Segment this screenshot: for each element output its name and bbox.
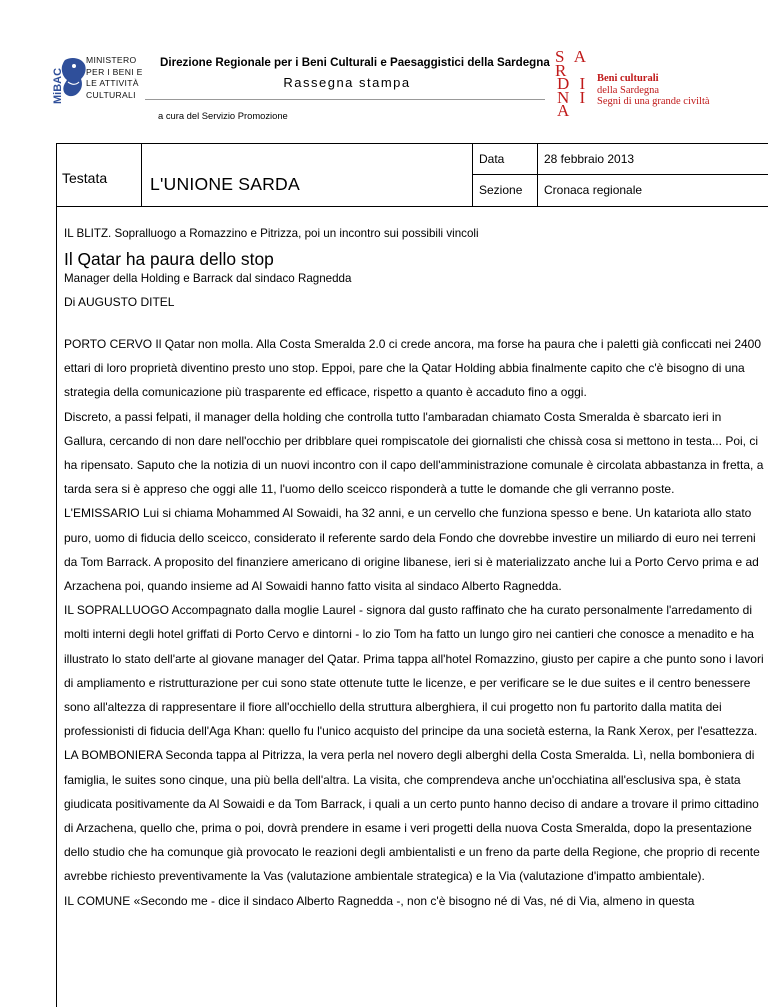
article-paragraph: L'EMISSARIO Lui si chiama Mohammed Al Sowaidi, ha 32 anni, e un cervello che funziona spesso e bene. Un katariota allo stato puro, uomo di fiducia dello sceicco, considerato il referente sardo dela Fondo che dovrebbe investire un miliardo di euro nei terreni da Tom Barrack. A proposito del finanziere americano di origine libanese, ieri si è materializzato anche lui a Porto Cervo prima e ad Arzachena poi, quando insieme ad Al Sowaidi hanno fatto visita al sindaco Alberto Ragnedda. [64,506,759,594]
newspaper-name: L'UNIONE SARDA [150,174,300,194]
article-paragraph: PORTO CERVO Il Qatar non molla. Alla Costa Smeralda 2.0 ci crede ancora, ma forse ha paura che i paletti già conficcati nei 2400 ettari di loro proprietà diventino presto uno stop. Eppoi, pare che la Qatar Holding abbia finalmente capito che c'è bisogno di una strategia della comunicazione più trasparente ed efficace, rispetto a quanto è accaduto fino a oggi. [64,337,762,400]
article-paragraph: Discreto, a passi felpati, il manager della holding che controlla tutto l'ambaradan chiamato Costa Smeralda è sbarcato ieri in Gallura, cercando di non dare nell'occhio per dribblare quei rompiscatole dei giornalisti che chissà cosa si mettono in testa... Poi, ci ha ripensato. Saputo che la notizia di un nuovi incontro con il capo dell'amministrazione comunale è circolata abbastanza in fretta, a tarda sera si è appreso che oggi alle 11, l'uomo dello sceicco risponderà a tutte le domande che gli verranno poste. [64,409,764,497]
article-body [64,332,764,913]
header-divider [145,99,545,100]
sezione-value: Cronaca regionale [544,183,643,197]
ministry-line: MINISTERO [86,55,137,65]
table-divider [472,144,473,206]
caption-line: della Sardegna [597,84,660,96]
header-title: Direzione Regionale per i Beni Culturali e Paesaggistici della Sardegna [160,56,550,69]
wordmark-line: S A R [555,47,589,80]
table-divider [472,174,768,175]
sardegna-logo [555,47,591,120]
sezione-label: Sezione [479,183,523,197]
beni-culturali-caption [597,73,710,108]
article-paragraph: IL COMUNE «Secondo me - dice il sindaco Alberto Ragnedda -, non c'è bisogno né di Vas, né di Via, almeno in questa [64,893,695,908]
data-value: 28 febbraio 2013 [544,152,635,166]
article-over-title: IL BLITZ. Sopralluogo a Romazzino e Pitrizza, poi un incontro sui possibili vincoli [64,227,479,240]
curated-by: a cura del Servizio Promozione [158,110,288,121]
wordmark-line: D I [557,74,589,93]
svg-text:MiBAC: MiBAC [52,67,64,104]
sardegna-wordmark [555,47,591,120]
testata-label: Testata [62,170,108,186]
article-kicker: Manager della Holding e Barrack dal sindaco Ragnedda [64,272,352,285]
caption-line: Segni di una grande civiltà [597,96,710,107]
header-subtitle: Rassegna stampa [283,75,411,90]
table-divider [537,144,538,206]
info-table [56,143,768,207]
wordmark-line: N I [557,87,589,107]
article-paragraph: IL SOPRALLUOGO Accompagnato dalla moglie Laurel - signora dal gusto raffinato che ha curato personalmente l'arredamento di molti interni degli hotel griffati di Porto Cervo e dintorni - lo zio Tom ha fatto un lungo giro nei cantieri che conosce a menadito e ha illustrato lo stato dell'arte al giovane manager del Qatar. Prima tappa all'hotel Romazzino, giusto per capire a che punto sono i lavori di ampliamento e ristrutturazione per cui sono state ottenute tutte le licenze, e per verificare se le due suites e il centro benessere sono all'altezza di rappresentare il fiore all'occhiello della struttura alberghiera, il cui progetto non fu partorito dalla matita dei professionisti di fiducia dell'Aga Khan: quello fu l'unico acquisto del principe da una società esterna, la Rank Xerox, per l'esattezza. [64,603,764,739]
article-headline: Il Qatar ha paura dello stop [64,249,274,269]
article-paragraph: LA BOMBONIERA Seconda tappa al Pitrizza, la vera perla nel novero degli alberghi della Costa Smeralda. Lì, nella bomboniera di famiglia, le suites sono cinque, una più bella dell'altra. La visita, che comprendeva anche un'occhiatina all'esclusiva spa, è stata giudicata positivamente da Al Sowaidi e da Tom Barrack, i quali a un certo punto hanno deciso di andare a trovare il primo cittadino di Arzachena, quello che, prima o poi, dovrà prendere in esame i veri progetti della nuova Costa Smeralda, dopo la presentazione dello studio che ha comunque già provocato le reazioni degli ambientalisti e un freno da parte della Regione, che proprio di recente avrebbe richiesto preventivamente la Vas (valutazione ambientale strategica) e la Via (valutazione d'impatto ambientale). [64,748,760,884]
article-byline: Di AUGUSTO DITEL [64,295,175,309]
ministry-line: CULTURALI [86,89,136,100]
ministry-line: PER I BENI E [86,66,143,77]
table-divider [141,144,142,206]
data-label: Data [479,152,505,166]
caption-line: Beni culturali [597,73,659,84]
wordmark-line: A [557,101,573,120]
ministry-line: LE ATTIVITÀ [86,78,139,88]
